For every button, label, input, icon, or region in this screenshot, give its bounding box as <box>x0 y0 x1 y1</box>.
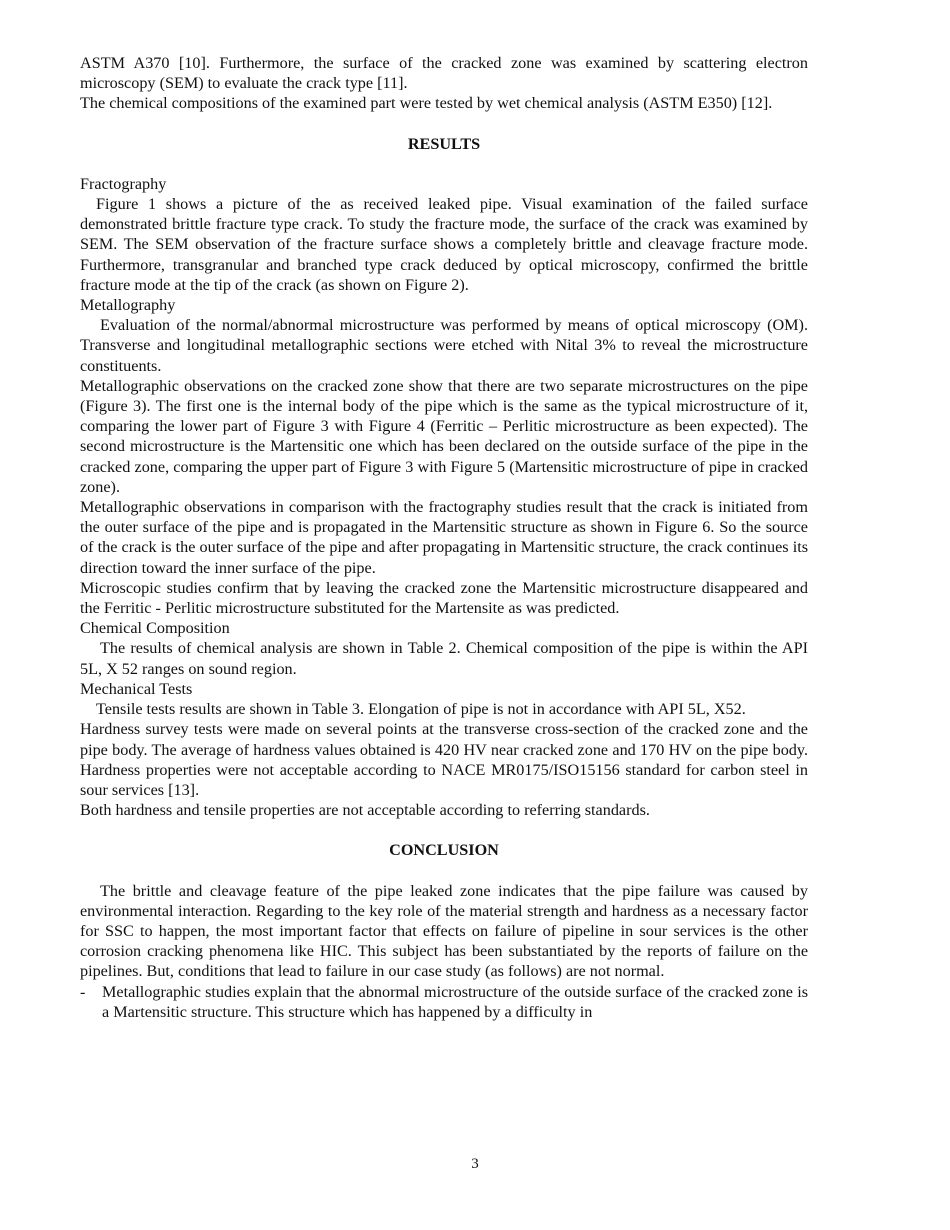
intro-paragraph-1: ASTM A370 [10]. Furthermore, the surface of the cracked zone was examined by scattering electron microscopy (SEM) to evaluate the crack type [11]. <box>80 54 808 93</box>
intro-paragraph-2: The chemical compositions of the examined part were tested by wet chemical analysis (ASTM E350) [12]. <box>80 94 773 113</box>
fractography-paragraph: Figure 1 shows a picture of the as received leaked pipe. Visual examination of the failed surface demonstrated brittle fracture type crack. To study the fracture mode, the surface of the crack was examined by SEM. The SEM observation of the fracture surface shows a completely brittle and cleavage fracture mode. Furthermore, transgranular and branched type crack deduced by optical microscopy, confirmed the brittle fracture mode at the tip of the crack (as shown on Figure 2). <box>80 195 808 294</box>
mechanical-tests-paragraph-1: Tensile tests results are shown in Table 3. Elongation of pipe is not in accordance with API 5L, X52. <box>96 700 746 719</box>
page-number: 3 <box>471 1156 479 1172</box>
mechanical-tests-paragraph-2: Hardness survey tests were made on several points at the transverse cross-section of the cracked zone and the pipe body. The average of hardness values obtained is 420 HV near cracked zone and 170 HV on the pipe body. Hardness properties were not acceptable according to NACE MR0175/ISO15156 standard for carbon steel in sour services [13]. <box>80 720 808 799</box>
bullet-dash: - <box>80 982 86 1001</box>
metallography-paragraph-3: Metallographic observations in comparison with the fractography studies result that the crack is initiated from the outer surface of the pipe and is propagated in the Martensitic structure as shown in Figure 6. So the source of the crack is the outer surface of the pipe and after propagating in Martensitic structure, the crack continues its direction toward the inner surface of the pipe. <box>80 498 808 577</box>
chemical-composition-paragraph: The results of chemical analysis are shown in Table 2. Chemical composition of the pipe is within the API 5L, X 52 ranges on sound region. <box>80 639 808 678</box>
chemical-composition-title: Chemical Composition <box>80 619 230 638</box>
results-heading: RESULTS <box>407 134 481 153</box>
metallography-title: Metallography <box>80 296 176 315</box>
conclusion-heading: CONCLUSION <box>389 841 499 860</box>
page-body <box>80 53 808 1022</box>
mechanical-tests-paragraph-3: Both hardness and tensile properties are not acceptable according to referring standards. <box>80 801 650 820</box>
metallography-paragraph-2: Metallographic observations on the cracked zone show that there are two separate microstructures on the pipe (Figure 3). The first one is the internal body of the pipe which is the same as the typical microstructure of it, comparing the lower part of Figure 3 with Figure 4 (Ferritic – Perlitic microstructure as been expected). The second microstructure is the Martensitic one which has been declared on the outside surface of the pipe in the cracked zone, comparing the upper part of Figure 3 with Figure 5 (Martensitic microstructure of pipe in cracked zone). <box>80 376 808 496</box>
conclusion-bullet-1-text: Metallographic studies explain that the abnormal microstructure of the outside surface of the cracked zone is a Martensitic structure. This structure which has happened by a difficulty in <box>102 982 808 1021</box>
conclusion-bullet-1 <box>80 982 808 1022</box>
metallography-paragraph-1: Evaluation of the normal/abnormal microstructure was performed by means of optical microscopy (OM). Transverse and longitudinal metallographic sections were etched with Nital 3% to reveal the microstructure constituents. <box>80 316 808 375</box>
fractography-title: Fractography <box>80 174 167 193</box>
mechanical-tests-title: Mechanical Tests <box>80 679 193 698</box>
conclusion-paragraph: The brittle and cleavage feature of the pipe leaked zone indicates that the pipe failure was caused by environmental interaction. Regarding to the key role of the material strength and hardness as a necessary factor for SSC to happen, the most important factor that effects on failure of pipeline in sour services is the other corrosion cracking phenomena like HIC. This subject has been substantiated by the reports of failure on the pipelines. But, conditions that lead to failure in our case study (as follows) are not normal. <box>80 881 808 981</box>
metallography-paragraph-4: Microscopic studies confirm that by leaving the cracked zone the Martensitic microstructure disappeared and the Ferritic - Perlitic microstructure substituted for the Martensite as was predicted. <box>80 578 808 618</box>
